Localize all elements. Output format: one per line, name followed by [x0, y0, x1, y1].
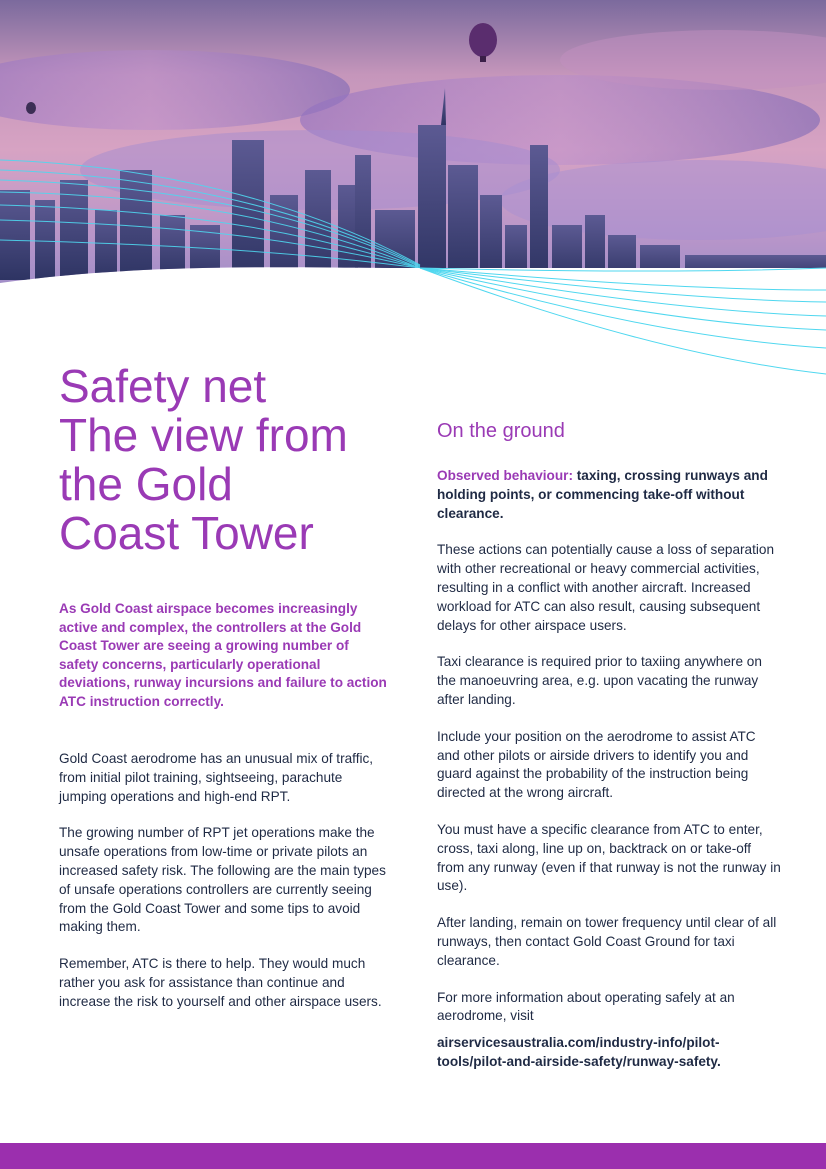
left-column	[59, 750, 389, 1030]
body-paragraph: Taxi clearance is required prior to taxiing anywhere on the manoeuvring area, e.g. upon vacating the runway after landing.	[437, 654, 762, 707]
body-paragraph: After landing, remain on tower frequency until clear of all runways, then contact Gold Coast Ground for taxi clearance.	[437, 915, 777, 968]
footer-bar	[0, 1143, 826, 1169]
title-line: Safety net	[59, 360, 267, 412]
body-paragraph: The growing number of RPT jet operations make the unsafe operations from low-time or private pilots an increased safety risk. The following are the main types of unsafe operations controllers are currently seeing from the Gold Coast Tower and some tips to avoid making them.	[59, 825, 386, 935]
page-title	[59, 362, 399, 558]
hero-image	[0, 0, 826, 380]
body-paragraph: These actions can potentially cause a loss of separation with other recreational or heavy commercial activities, resulting in a conflict with another aircraft. Increased workload for ATC can also result, causing subsequent delays for other airspace users.	[437, 542, 775, 633]
right-column	[437, 420, 782, 1090]
title-line: the Gold	[59, 458, 233, 510]
body-paragraph: Remember, ATC is there to help. They would much rather you ask for assistance than continue and increase the risk to yourself and other airspace users.	[59, 956, 382, 1009]
body-paragraph: For more information about operating safely at an aerodrome, visit	[437, 989, 735, 1024]
observed-behaviour	[437, 467, 782, 523]
body-paragraph: Include your position on the aerodrome to assist ATC and other pilots or airside drivers to identify you and guard against the probability of the instruction being directed at the wrong aircraft.	[437, 728, 756, 801]
runway-safety-link[interactable]: airservicesaustralia.com/industry-info/pilot-tools/pilot-and-airside-safety/runway-safety.	[437, 1035, 721, 1069]
section-heading: On the ground	[437, 420, 565, 442]
observed-label: Observed behaviour:	[437, 468, 573, 483]
title-line: The view from	[59, 409, 348, 461]
intro-paragraph: As Gold Coast airspace becomes increasingly active and complex, the controllers at the Gold Coast Tower are seeing a growing number of safety concerns, particularly operational deviations, runway incursions and failure to action ATC instruction correctly.	[59, 601, 387, 709]
observed-text: taxing, crossing runways and holding points, or commencing take-off without clearance.	[437, 468, 768, 521]
title-line: Coast Tower	[59, 507, 314, 559]
body-paragraph: Gold Coast aerodrome has an unusual mix of traffic, from initial pilot training, sightseeing, parachute jumping operations and high-end RPT.	[59, 751, 374, 804]
body-paragraph: You must have a specific clearance from ATC to enter, cross, taxi along, line up on, backtrack on or take-off from any runway (even if that runway is not the runway in use).	[437, 821, 781, 894]
